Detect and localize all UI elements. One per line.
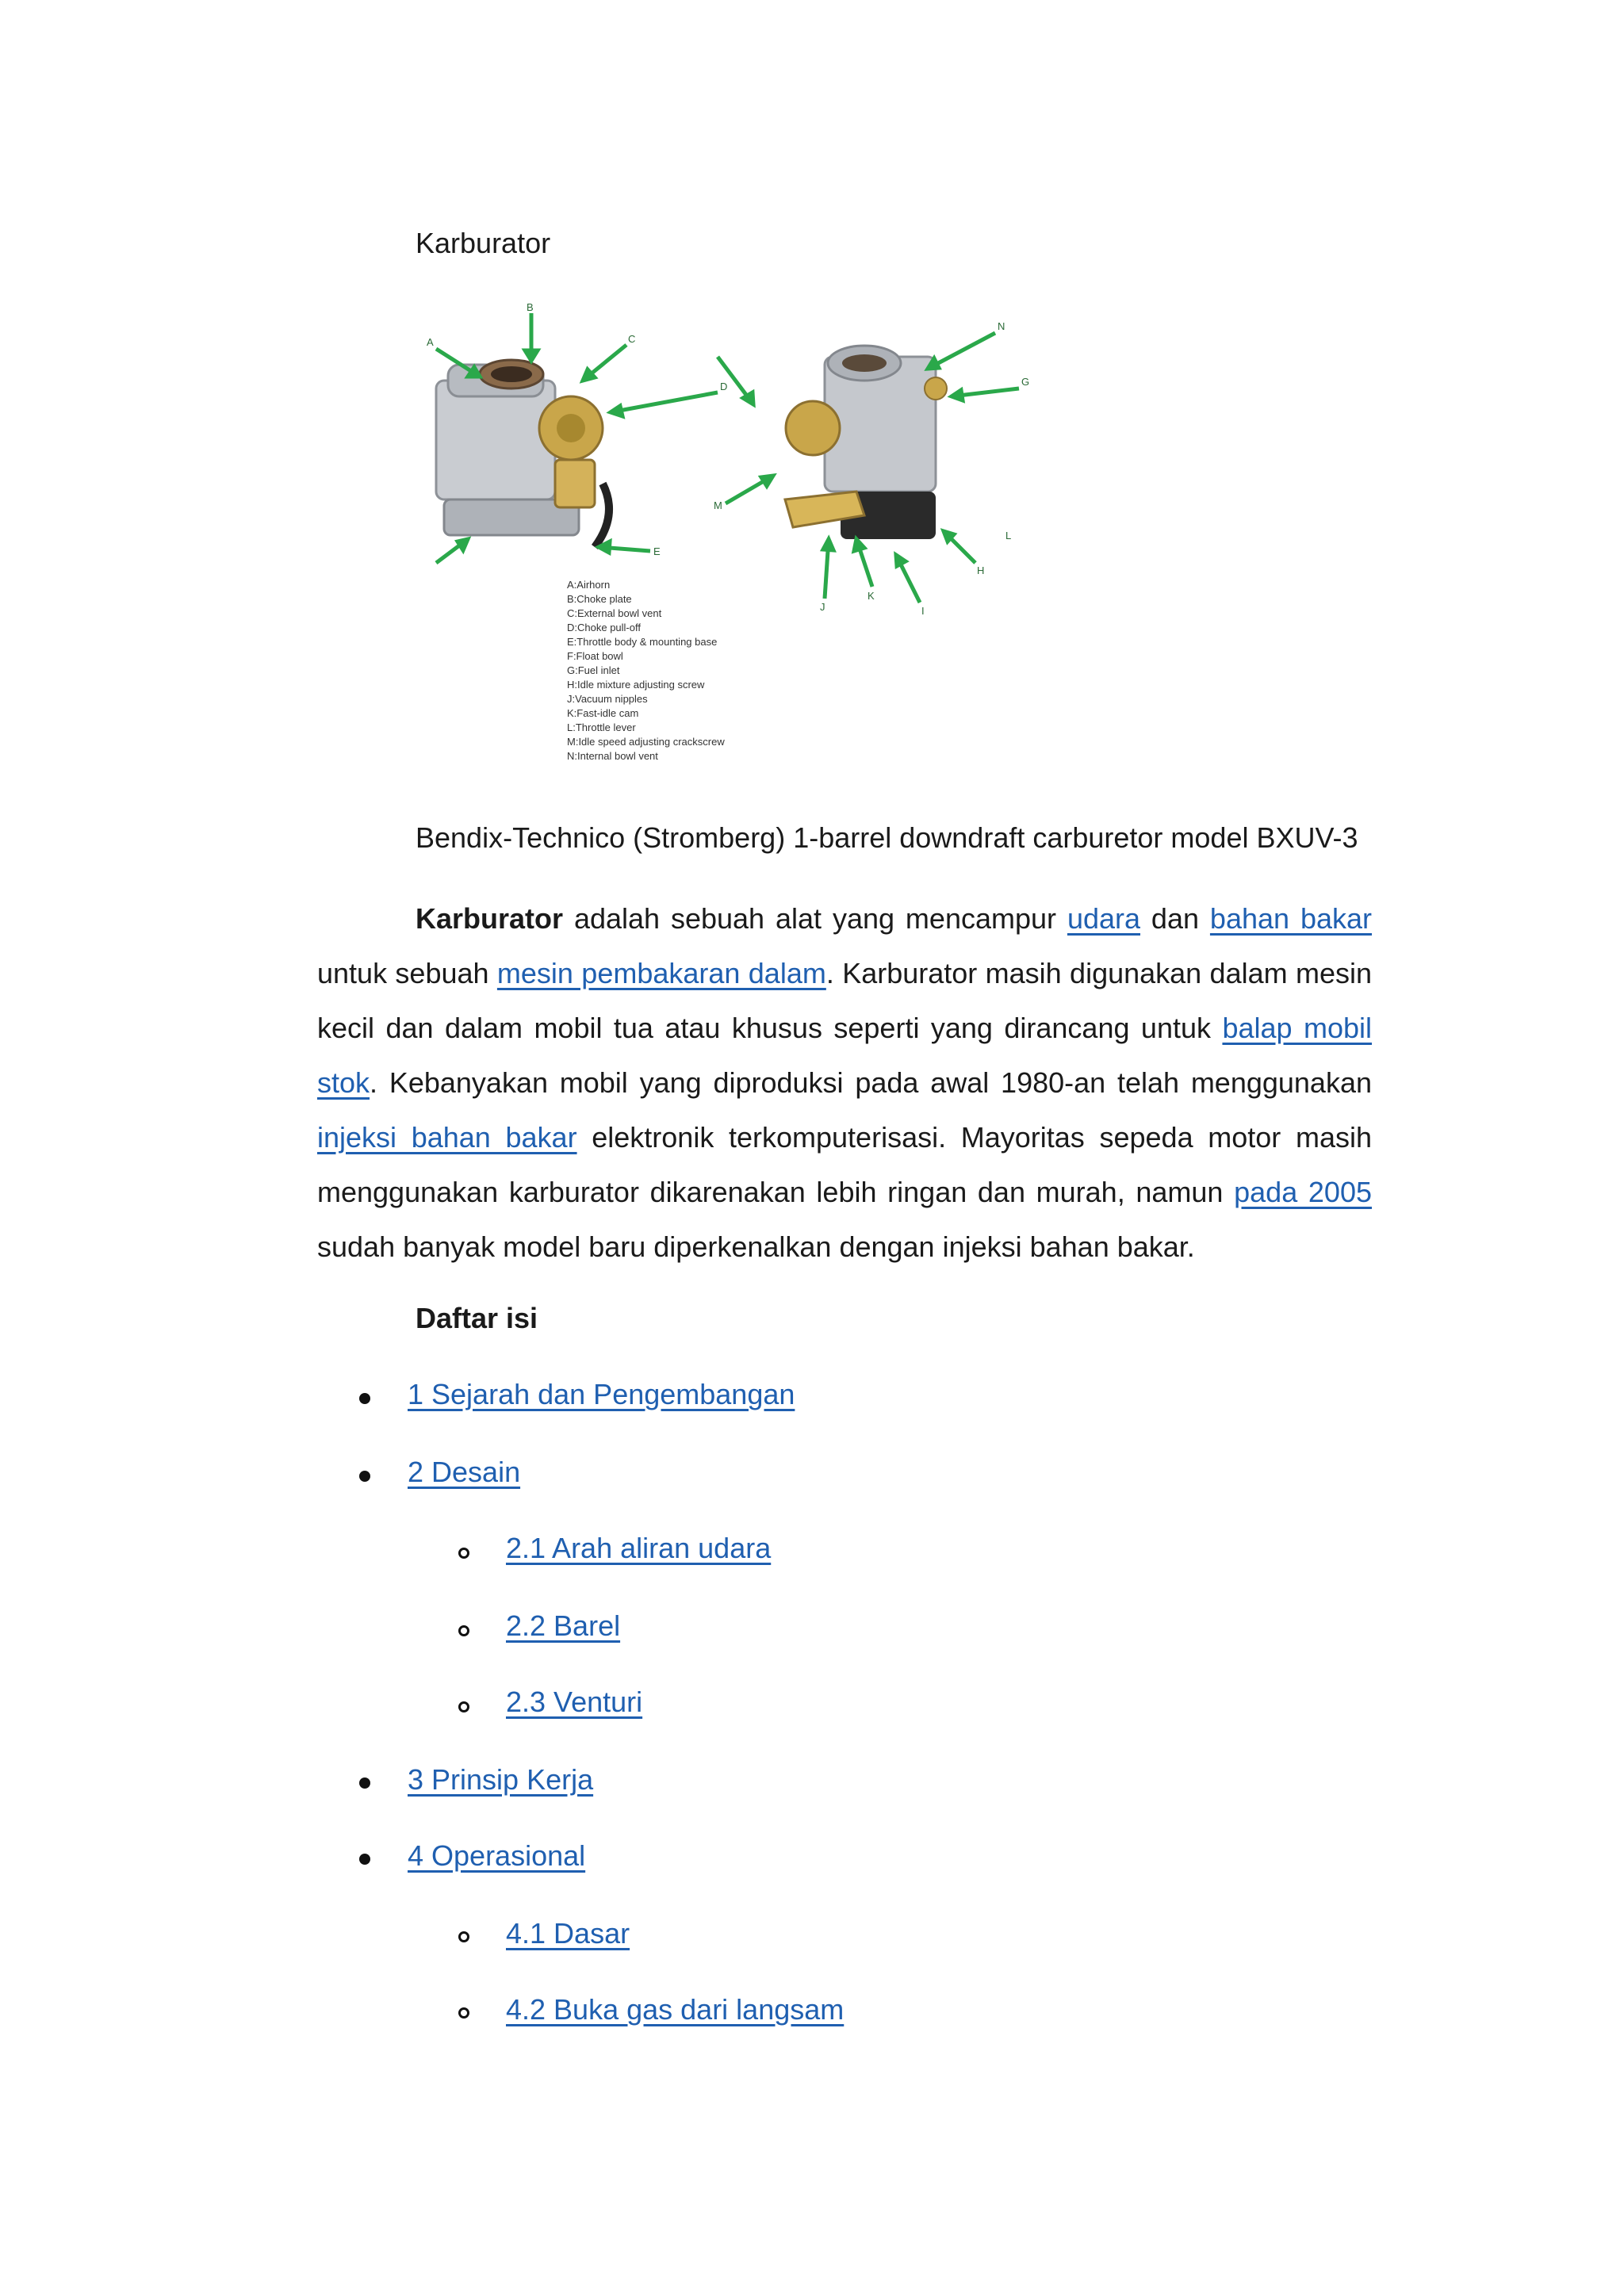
toc-link[interactable]: 1 Sejarah dan Pengembangan xyxy=(408,1378,795,1410)
legend-item: B:Choke plate xyxy=(567,593,632,605)
toc-link[interactable]: 2.1 Arah aliran udara xyxy=(506,1532,772,1564)
paragraph-text: . Karburator masih digunakan dalam mesin kecil dan dalam mobil tua atau khusus seperti yang dirancang untuk xyxy=(317,957,1372,1044)
carburetor-figure xyxy=(412,301,1039,777)
paragraph-text: . Kebanyakan mobil yang diproduksi pada awal 1980-an telah menggunakan xyxy=(370,1066,1372,1099)
legend-item: N:Internal bowl vent xyxy=(567,750,658,762)
callout-letter: C xyxy=(628,333,636,345)
toc-title: Daftar isi xyxy=(416,1302,538,1334)
toc-link[interactable]: 4 Operasional xyxy=(408,1839,586,1872)
legend-item: C:External bowl vent xyxy=(567,607,662,619)
paragraph-text: elektronik terkomputerisasi. Mayoritas sepeda motor masih menggunakan karburator dikarenakan lebih ringan dan murah, namun xyxy=(317,1121,1372,1208)
legend-item: H:Idle mixture adjusting screw xyxy=(567,679,705,691)
left-carburetor xyxy=(436,360,609,547)
bullet-marker xyxy=(359,1393,370,1404)
section-heading: Karburator xyxy=(416,227,551,259)
link-udara[interactable]: udara xyxy=(1067,902,1141,935)
callout-letter: D xyxy=(720,381,728,392)
legend-item: J:Vacuum nipples xyxy=(567,693,648,705)
bullet-marker xyxy=(359,1854,370,1865)
toc-link[interactable]: 2.3 Venturi xyxy=(506,1686,643,1718)
paragraph-text: dan xyxy=(1140,902,1210,935)
intro-paragraph xyxy=(317,891,1372,1274)
paragraph-text: adalah sebuah alat yang mencampur xyxy=(563,902,1067,935)
callout-letter: B xyxy=(527,301,534,313)
legend-item: D:Choke pull-off xyxy=(567,622,641,633)
sub-bullet-marker xyxy=(458,1931,469,1942)
figure-caption: Bendix-Technico (Stromberg) 1-barrel downdraft carburetor model BXUV-3 xyxy=(416,821,1358,854)
toc-link[interactable]: 2.2 Barel xyxy=(506,1609,621,1642)
toc-link[interactable]: 2 Desain xyxy=(408,1456,521,1488)
sub-bullet-marker xyxy=(458,1625,469,1636)
legend-item: F:Float bowl xyxy=(567,650,623,662)
toc-link[interactable]: 4.1 Dasar xyxy=(506,1917,630,1950)
bullet-marker xyxy=(359,1471,370,1482)
right-carburetor xyxy=(785,346,947,539)
legend-item: K:Fast-idle cam xyxy=(567,707,639,719)
legend-item: G:Fuel inlet xyxy=(567,664,620,676)
paragraph-text: sudah banyak model baru diperkenalkan dengan injeksi bahan bakar. xyxy=(317,1230,1195,1263)
paragraph-text: untuk sebuah xyxy=(317,957,497,989)
legend-item: L:Throttle lever xyxy=(567,721,636,733)
callout-letter: K xyxy=(868,590,875,602)
callout-letter: N xyxy=(998,320,1005,332)
callout-letter: L xyxy=(1005,530,1012,541)
callout-letter: M xyxy=(714,499,722,511)
sub-bullet-marker xyxy=(458,2007,469,2019)
callout-letter: I xyxy=(921,605,925,617)
bullet-marker xyxy=(359,1777,370,1789)
carburetor-image xyxy=(412,301,1039,777)
link-mesin-pembakaran-dalam[interactable]: mesin pembakaran dalam xyxy=(496,957,826,989)
callout-letter: A xyxy=(427,336,434,348)
sub-bullet-marker xyxy=(458,1701,469,1712)
callout-letter: J xyxy=(820,601,825,613)
callout-letter: E xyxy=(653,545,661,557)
link-pada-2005[interactable]: pada 2005 xyxy=(1234,1176,1372,1208)
toc-link[interactable]: 4.2 Buka gas dari langsam xyxy=(506,1993,845,2026)
legend-item: M:Idle speed adjusting crackscrew xyxy=(567,736,725,748)
callout-letter: G xyxy=(1021,376,1030,388)
bold-term: Karburator xyxy=(416,902,564,935)
link-bahan-bakar[interactable]: bahan bakar xyxy=(1209,902,1372,935)
toc-link[interactable]: 3 Prinsip Kerja xyxy=(408,1763,594,1796)
link-injeksi-bahan-bakar[interactable]: injeksi bahan bakar xyxy=(317,1121,577,1154)
figure-legend xyxy=(567,579,725,762)
link-balap-mobil-stok[interactable]: balap mobil stok xyxy=(317,1012,1373,1099)
sub-bullet-marker xyxy=(458,1548,469,1559)
legend-item: A:Airhorn xyxy=(567,579,611,591)
callout-letter: H xyxy=(977,564,985,576)
legend-item: E:Throttle body & mounting base xyxy=(567,636,718,648)
